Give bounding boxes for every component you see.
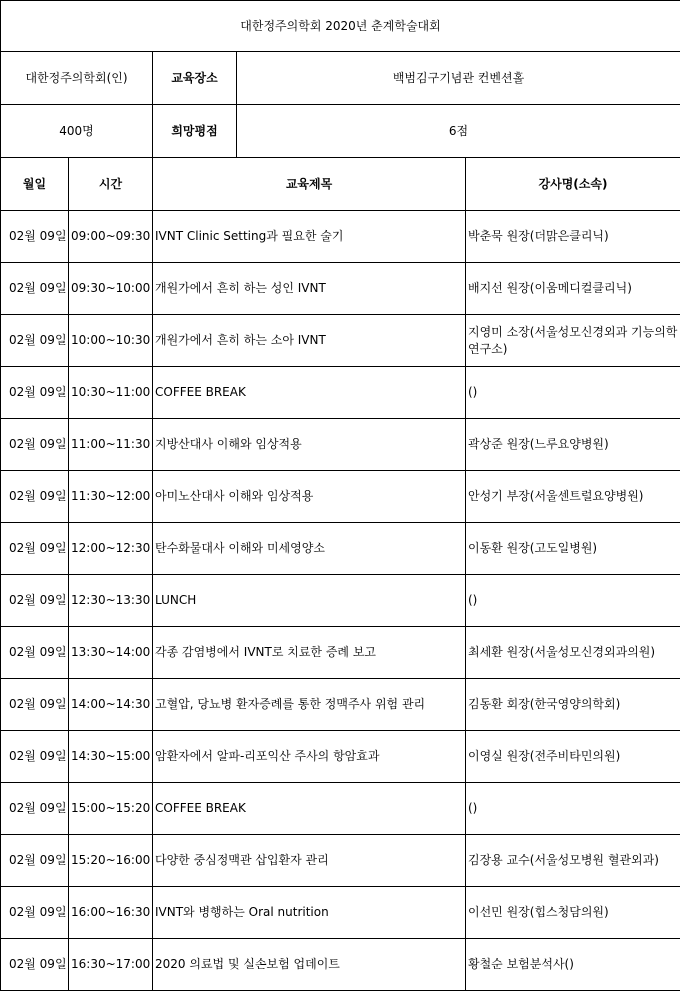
session-speaker: 지영미 소장(서울성모신경외과 기능의학연구소) [466,315,680,367]
session-time: 13:30~14:00 [69,627,153,679]
session-subject: 각종 감염병에서 IVNT로 치료한 증례 보고 [153,627,466,679]
session-subject: COFFEE BREAK [153,367,466,419]
venue-label: 교육장소 [153,52,237,105]
session-subject: 지방산대사 이해와 임상적용 [153,419,466,471]
session-row [1,263,680,315]
capacity-cell: 400명 [1,105,153,158]
session-time: 14:30~15:00 [69,731,153,783]
session-subject: 아미노산대사 이해와 임상적용 [153,471,466,523]
session-date: 02월 09일 [1,783,69,835]
session-speaker: 안성기 부장(서울센트럴요양병원) [466,471,680,523]
session-subject: 탄수화물대사 이해와 미세영양소 [153,523,466,575]
session-subject: COFFEE BREAK [153,783,466,835]
session-row [1,367,680,419]
venue-value: 백범김구기념관 컨벤션홀 [237,52,680,105]
session-date: 02월 09일 [1,679,69,731]
session-speaker: 곽상준 원장(느루요양병원) [466,419,680,471]
session-row [1,679,680,731]
session-date: 02월 09일 [1,939,69,991]
session-time: 12:30~13:30 [69,575,153,627]
session-speaker: 배지선 원장(이움메디컬클리닉) [466,263,680,315]
session-row [1,835,680,887]
session-time: 10:00~10:30 [69,315,153,367]
session-row [1,315,680,367]
session-date: 02월 09일 [1,731,69,783]
event-title: 대한정주의학회 2020년 춘계학술대회 [1,1,680,52]
session-row [1,471,680,523]
session-row [1,783,680,835]
session-speaker: 이선민 원장(힙스청담의원) [466,887,680,939]
session-date: 02월 09일 [1,315,69,367]
session-row [1,731,680,783]
credit-value: 6점 [237,105,680,158]
session-time: 09:00~09:30 [69,211,153,263]
session-speaker: () [466,367,680,419]
session-speaker: 이영실 원장(전주비타민의원) [466,731,680,783]
session-time: 16:00~16:30 [69,887,153,939]
session-date: 02월 09일 [1,419,69,471]
session-time: 15:20~16:00 [69,835,153,887]
session-speaker: 김장용 교수(서울성모병원 혈관외과) [466,835,680,887]
session-row [1,627,680,679]
session-subject: IVNT Clinic Setting과 필요한 술기 [153,211,466,263]
session-row [1,419,680,471]
header-date: 월일 [1,158,69,211]
credit-row [1,105,680,158]
session-time: 15:00~15:20 [69,783,153,835]
session-speaker: 김동환 회장(한국영양의학회) [466,679,680,731]
session-time: 16:30~17:00 [69,939,153,991]
session-row [1,575,680,627]
session-date: 02월 09일 [1,367,69,419]
session-time: 10:30~11:00 [69,367,153,419]
session-subject: 개원가에서 흔히 하는 성인 IVNT [153,263,466,315]
header-speaker: 강사명(소속) [466,158,680,211]
session-speaker: () [466,783,680,835]
session-row [1,887,680,939]
session-subject: 고혈압, 당뇨병 환자증례를 통한 정맥주사 위험 관리 [153,679,466,731]
session-speaker: 황철순 보험분석사() [466,939,680,991]
credit-label: 희망평점 [153,105,237,158]
session-speaker: 최세환 원장(서울성모신경외과의원) [466,627,680,679]
session-date: 02월 09일 [1,887,69,939]
title-row [1,1,680,52]
session-time: 14:00~14:30 [69,679,153,731]
session-subject: LUNCH [153,575,466,627]
session-time: 11:00~11:30 [69,419,153,471]
session-date: 02월 09일 [1,211,69,263]
session-time: 11:30~12:00 [69,471,153,523]
session-subject: 암환자에서 알파-리포익산 주사의 항암효과 [153,731,466,783]
venue-row [1,52,680,105]
session-subject: IVNT와 병행하는 Oral nutrition [153,887,466,939]
session-row [1,939,680,991]
session-subject: 개원가에서 흔히 하는 소아 IVNT [153,315,466,367]
organizer-cell: 대한정주의학회(인) [1,52,153,105]
session-date: 02월 09일 [1,835,69,887]
session-row [1,523,680,575]
header-time: 시간 [69,158,153,211]
header-subject: 교육제목 [153,158,466,211]
session-date: 02월 09일 [1,627,69,679]
session-time: 09:30~10:00 [69,263,153,315]
session-date: 02월 09일 [1,575,69,627]
session-time: 12:00~12:30 [69,523,153,575]
session-speaker: 이동환 원장(고도일병원) [466,523,680,575]
session-row [1,211,680,263]
session-speaker: 박춘묵 원장(더맑은클리닉) [466,211,680,263]
session-date: 02월 09일 [1,523,69,575]
session-subject: 2020 의료법 및 실손보험 업데이트 [153,939,466,991]
header-row [1,158,680,211]
session-date: 02월 09일 [1,263,69,315]
session-date: 02월 09일 [1,471,69,523]
session-speaker: () [466,575,680,627]
session-subject: 다양한 중심정맥관 삽입환자 관리 [153,835,466,887]
